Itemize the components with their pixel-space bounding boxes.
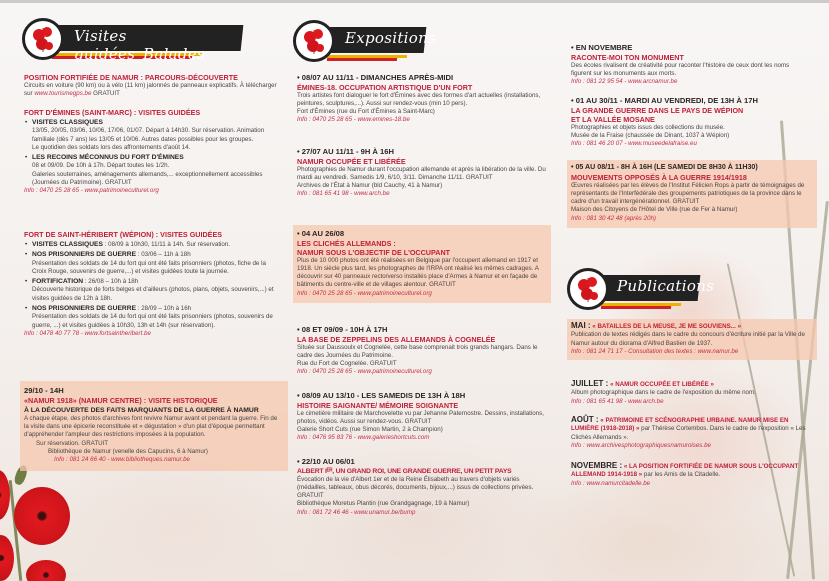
publication-juillet: JUILLET : « NAMUR OCCUPÉE ET LIBÉRÉE » Album photographique dans le cadre de l'exposition du même nom. Info : 081 65 41 98 - www.arch.be <box>571 380 807 406</box>
event-info[interactable]: Info : 0478 40 77 78 - www.fortsaintheribert.be <box>24 329 151 337</box>
event-info[interactable]: Info : 0476 95 83 76 - www.galerieshortcuts.com <box>297 434 430 442</box>
event-title: FORT D'ÉMINES (SAINT-MARC) : VISITES GUIDÉES <box>24 108 201 117</box>
poppy-flower <box>0 535 14 581</box>
bullet-item: • VISITES CLASSIQUES : 08/09 à 10h30, 11/11 à 14h. Sur réservation. <box>24 241 282 249</box>
section-title: Expositions <box>345 29 437 47</box>
banner-publications <box>567 268 715 312</box>
event-info[interactable]: Info : www.namurcitadelle.be <box>571 479 651 487</box>
event-info[interactable]: Info : 081 65 41 98 - www.arch.be <box>297 190 390 198</box>
event-info[interactable]: Info : 081 46 20 07 - www.museedelafraise.eu <box>571 140 697 148</box>
event-place: Bibliothèque de Namur (venelle des Capucins, 6 à Namur) <box>48 447 208 455</box>
event-fort-emines <box>24 108 282 196</box>
banner-circle <box>22 18 64 60</box>
event-info[interactable]: Info : www.archivesphotographiquesnamuroises.be <box>571 441 711 449</box>
section-title: Publications <box>617 277 715 295</box>
event-info[interactable]: Info : 0470 25 28 65 - www.patrimoineculturel.org <box>297 368 432 376</box>
banner-stripe-red <box>327 58 397 61</box>
event-info[interactable]: Info : 081 30 42 48 (après 20h) <box>571 214 656 222</box>
page-top-edge <box>0 0 829 3</box>
event-description: Circuits en voiture (90 km) ou à vélo (11 km) jalonnés de panneaux explicatifs. À télécharger sur www.tourismegps.be GRATUIT <box>24 82 277 98</box>
expo-raconte-moi: • EN NOVEMBRE RACONTE-MOI TON MONUMENT Des écoles rivalisent de créativité pour raconter l'histoire de ceux dont les noms figurent sur les monuments aux morts. Info : 081 22 95 54 - www.arcnamur.be <box>571 43 807 86</box>
poppy-flower <box>26 560 66 581</box>
banner-expositions <box>293 20 437 64</box>
event-date: 29/10 - 14H <box>24 386 64 395</box>
publication-aout: AOÛT : « PATRIMOINE ET SCÉNOGRAPHIE URBAINE. NAMUR MISE EN LUMIÈRE (1918-2018) » par Thérèse Cortembos. Dans le cadre de l'exposition « Les Clichés Allemands ». Info : www.archivesphotographiquesnamuroises.be <box>571 415 806 449</box>
event-info[interactable]: Info : 081 65 41 98 - www.arch.be <box>571 397 664 405</box>
expo-mouvements-opposes: • 05 AU 08/11 - 8H À 16H (LE SAMEDI DE 8H30 À 11H30) MOUVEMENTS OPPOSÉS À LA GUERRE 1914/1918 Œuvres réalisées par les élèves de l'Institut Félicien Rops à partir de témoignages de représentants de l'Interfédérale des groupements patriotiques de la province dans le cadre d'un travail intergénérationnel. GRATUIT Maison des Citoyens de l'Hôtel de Ville (rue de Fer à Namur) Info : 081 30 42 48 (après 20h) <box>567 160 817 228</box>
event-info[interactable]: Info : 081 24 71 17 - Consultation des textes : www.namur.be <box>571 347 739 355</box>
event-info[interactable]: Info : 081 72 46 46 - www.unamur.be/bump <box>297 508 416 516</box>
expo-cliches-allemands: • 04 AU 26/08 LES CLICHÉS ALLEMANDS : NAMUR SOUS L'OBJECTIF DE L'OCCUPANT Plus de 10 000 photos ont été réalisées en Belgique par l'occupent allemand en 1917 et 1918. Un siècle plus tard, les photographes de l'IRPA ont réalisé les mêmes cadrages. A découvrir sur 40 panneaux recto/verso installés place d'Armes à Namur et en façade de bâtiments du centre-ville et de villages alentour. GRATUIT Info : 0470 25 28 65 - www.patrimoineculturel.org <box>293 225 551 303</box>
poppy-flower <box>14 487 70 545</box>
publication-novembre: NOVEMBRE : « LA POSITION FORTIFIÉE DE NAMUR SOUS L'OCCUPANT ALLEMAND 1914-1918 » par les Amis de la Citadelle. Info : www.namurcitadelle.be <box>571 462 807 488</box>
event-bullets <box>24 241 282 330</box>
poppy-flower <box>0 470 10 520</box>
banner-circle <box>567 268 609 310</box>
poppy-icon <box>30 24 56 54</box>
event-title: «NAMUR 1918» (NAMUR CENTRE) : VISITE HISTORIQUE <box>24 395 218 405</box>
banner-stripe-red <box>601 306 671 309</box>
event-namur-1918 <box>20 381 288 471</box>
expo-histoire-saignante: • 08/09 AU 13/10 - LES SAMEDIS DE 13H À 18H HISTOIRE SAIGNANTE/ MÉMOIRE SOIGNANTE Le cimetière militaire de Marchovelette vu par Jehanne Paternostre. Dessins, installations, photos, vidéos. Aussi sur rendez-vous. GRATUIT Galerie Short Cuts (rue Simon Martin, 2 à Champion) Info : 0476 95 83 76 - www.galerieshortcuts.com <box>297 391 551 443</box>
event-title: FORT DE SAINT-HÉRIBERT (WÉPION) : VISITES GUIDÉES <box>24 230 223 239</box>
poppy-icon <box>301 26 327 56</box>
bullet-item: • NOS PRISONNIERS DE GUERRE : 28/09 – 10h à 16h Présentation des soldats de 14 du fort qui ont été faits prisonniers (photos, souvenirs de guerre, ...) et visites guidées à 10h30, 13h et 14h (sur réservation). <box>24 305 282 330</box>
bullet-item: • VISITES CLASSIQUES 13/05, 20/05, 03/06, 10/06, 17/06, 01/07. Départ à 14h30. Sur réservation. Animation familiale (dès 7 ans) les 13/05 et 10/06. Autres dates possibles pour les groupes. Le quotidien des soldats lors des affrontements d'août 14. <box>24 119 282 152</box>
expo-emines-18: • 08/07 AU 11/11 - DIMANCHES APRÈS-MIDI ÉMINES-18. OCCUPATION ARTISTIQUE D'UN FORT Trois artistes font dialoguer le fort d'Émines avec des formes d'art actuelles (installations, peintures, sculptures,...). Aussi sur rendez-vous (min 10 pers). Fort d'Émines (rue du Fort d'Émines à Saint-Marc) Info : 0470 25 28 65 - www.emines-18.be <box>297 73 551 125</box>
poppy-icon <box>575 274 601 304</box>
event-info[interactable]: Info : 0470 25 28 65 - www.emines-18.be <box>297 116 410 124</box>
event-info[interactable]: Info : 0470 25 28 65 - www.patrimoineculturel.org <box>24 187 159 195</box>
event-subtitle: À LA DÉCOUVERTE DES FAITS MARQUANTS DE LA GUERRE À NAMUR <box>24 406 259 414</box>
banner-visites <box>22 18 257 62</box>
publication-mai: MAI : « BATAILLES DE LA MEUSE, JE ME SOUVIENS... » Publication de textes rédigés dans le cadre du concours d'écriture initié par la Ville de Namur autour du diorama d'Alfred Bastien de 1937. Info : 081 24 71 17 - Consultation des textes : www.namur.be <box>567 319 817 360</box>
bullet-item: • FORTIFICATION : 26/08 – 10h à 18h Découverte historique de forts belges et d'ailleurs (photos, plans, objets, souvenirs,...) et visites guidées de 12h à 18h. <box>24 278 282 303</box>
section-title: Visites guidées_Balades <box>74 27 205 63</box>
event-title: POSITION FORTIFIÉE DE NAMUR : PARCOURS-DÉCOUVERTE <box>24 73 238 82</box>
event-fort-saint-heribert <box>24 230 282 338</box>
event-info[interactable]: Info : 081 24 66 40 - www.bibliotheques.namur.be <box>54 456 190 464</box>
expo-albert-1er: • 22/10 AU 06/01 ALBERT Iᴱᴿ, UN GRAND ROI, UNE GRANDE GUERRE, UN PETIT PAYS Évocation de la vie d'Albert 1er et de la Reine Élisabeth au travers d'objets variés (médailles, tableaux, obus décorés, documents, bijoux,...) issus de collections privées. GRATUIT Bibliothèque Moretus Plantin (rue Grandgagnage, 19 à Namur) Info : 081 72 46 46 - www.unamur.be/bump <box>297 457 551 517</box>
event-info[interactable]: Info : 0470 25 28 65 - www.patrimoineculturel.org <box>297 289 432 297</box>
bullet-item: • LES RECOINS MÉCONNUS DU FORT D'ÉMINES 08 et 09/09. De 10h à 17h. Départ toutes les 1/2h. Galeries souterraines, aménagements allemands,... exceptionnellement accessibles (Journées du Patrimoine). GRATUIT <box>24 154 282 187</box>
event-description: A chaque étape, des photos d'archives font revivre Namur avant et pendant la guerre. Fin de la visite dans une épicerie reconstituée et « dégustation » d'un plat d'époque permettant d'appréhender l'ampleur des restrictions imposées à la population. <box>24 414 278 439</box>
event-info[interactable]: Info : 081 22 95 54 - www.arcnamur.be <box>571 78 678 86</box>
banner-circle <box>293 20 335 62</box>
expo-grande-guerre-wepion: • 01 AU 30/11 - MARDI AU VENDREDI, DE 13H À 17H LA GRANDE GUERRE DANS LE PAYS DE WÉPION ET LA VALLÉE MOSANE Photographies et objets issus des collections du musée. Musée de la Fraise (chaussée de Dinant, 1037 à Wépion) Info : 081 46 20 07 - www.museedelafraise.eu <box>571 96 807 148</box>
expo-zeppelins: • 08 ET 09/09 - 10H À 17H LA BASE DE ZEPPELINS DES ALLEMANDS À COGNELÉE Située sur Daussoulx et Cognelée, cette base comprenait trois grands hangars. Dans le cadre des Journées du Patrimoine. Rue du Fort de Cognelée. GRATUIT Info : 0470 25 28 65 - www.patrimoineculturel.org <box>297 325 551 377</box>
event-bullets <box>24 119 282 187</box>
event-reservation: Sur réservation. GRATUIT <box>36 439 109 447</box>
event-link[interactable]: www.tourismegps.be <box>34 90 92 98</box>
bullet-item: • NOS PRISONNIERS DE GUERRE : 03/06 – 11h à 18h Présentation des soldats de 14 du fort qui ont été faits prisonniers (photos, fiche de la Croix Rouge, souvenirs de guerre,...) et visites guidées toute la journée. <box>24 251 282 276</box>
event-position-fortifiee <box>24 73 282 99</box>
expo-namur-occupee: • 27/07 AU 11/11 - 9H À 16H NAMUR OCCUPÉE ET LIBÉRÉE Photographies de Namur durant l'occupation allemande et après la libération de la ville. Du mardi au vendredi. Samedis 1/9, 6/10, 3/11. Dimanche 11/11. GRATUIT Archives de l'État à Namur (bld Cauchy, 41 à Namur) Info : 081 65 41 98 - www.arch.be <box>297 147 551 199</box>
